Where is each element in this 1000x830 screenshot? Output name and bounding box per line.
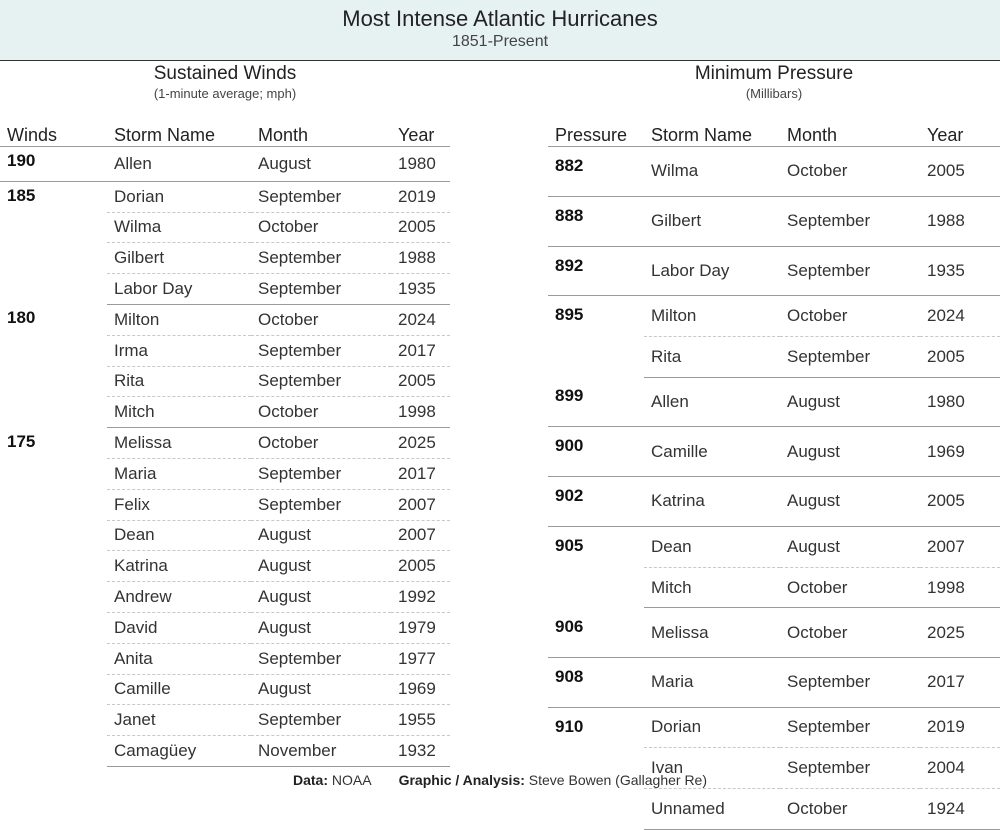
pressure-value: 882: [548, 147, 644, 197]
pressure-year: 2004: [920, 748, 1000, 789]
pressure-month: September: [780, 196, 920, 246]
pressure-storm-name: Melissa: [644, 608, 780, 657]
winds-month: September: [251, 705, 391, 736]
winds-storm-name: David: [107, 612, 251, 643]
winds-month: September: [251, 181, 391, 212]
pressure-month: October: [780, 567, 920, 608]
winds-year: 2017: [391, 335, 450, 366]
pressure-storm-name: Ivan: [644, 748, 780, 789]
pressure-year: 1980: [920, 377, 1000, 426]
winds-year: 1998: [391, 397, 450, 428]
winds-storm-name: Anita: [107, 643, 251, 674]
winds-month: August: [251, 582, 391, 613]
pressure-month: August: [780, 477, 920, 527]
pressure-year: 2024: [920, 296, 1000, 337]
pressure-value: 899: [548, 377, 644, 426]
winds-year: 2005: [391, 366, 450, 397]
pressure-storm-name: Allen: [644, 377, 780, 426]
pressure-storm-name: Camille: [644, 427, 780, 477]
pressure-year: 2017: [920, 657, 1000, 707]
credits: [0, 760, 1000, 800]
winds-month: August: [251, 147, 391, 182]
pressure-storm-name: Gilbert: [644, 196, 780, 246]
pressure-month: August: [780, 377, 920, 426]
pressure-storm-name: Katrina: [644, 477, 780, 527]
pressure-value: 902: [548, 477, 644, 527]
winds-row: [0, 147, 450, 182]
pressure-row: [548, 147, 1000, 197]
winds-section: [0, 62, 450, 761]
pressure-storm-name: Dean: [644, 526, 780, 567]
pressure-row: [548, 657, 1000, 707]
winds-month: September: [251, 274, 391, 305]
pressure-note: (Millibars): [745, 86, 803, 101]
pressure-title: Minimum Pressure: [694, 63, 854, 84]
pressure-month: September: [780, 748, 920, 789]
pressure-year: 1969: [920, 427, 1000, 477]
winds-row: [0, 428, 450, 459]
winds-storm-name: Dean: [107, 520, 251, 551]
pressure-year: 2005: [920, 337, 1000, 378]
winds-month: October: [251, 212, 391, 243]
winds-year: 1988: [391, 243, 450, 274]
pressure-month: August: [780, 526, 920, 567]
winds-month: August: [251, 674, 391, 705]
data-source-value: NOAA: [331, 772, 371, 788]
pressure-row: [548, 608, 1000, 657]
winds-year: 1969: [391, 674, 450, 705]
pressure-storm-name: Unnamed: [644, 789, 780, 830]
pressure-year: 1998: [920, 567, 1000, 608]
winds-storm-name: Felix: [107, 489, 251, 520]
pressure-year: 2025: [920, 608, 1000, 657]
winds-value: 190: [0, 147, 107, 182]
winds-year: 1979: [391, 612, 450, 643]
winds-storm-name: Rita: [107, 366, 251, 397]
winds-month: October: [251, 428, 391, 459]
winds-month: August: [251, 551, 391, 582]
winds-month: October: [251, 304, 391, 335]
pressure-value: 900: [548, 427, 644, 477]
winds-row: [0, 304, 450, 335]
winds-month: September: [251, 458, 391, 489]
winds-note: (1-minute average; mph): [153, 86, 297, 101]
pressure-year: 1988: [920, 196, 1000, 246]
winds-storm-name: Melissa: [107, 428, 251, 459]
winds-title: Sustained Winds: [153, 63, 297, 84]
winds-year: 2005: [391, 212, 450, 243]
pressure-table: [548, 120, 1000, 830]
winds-storm-name: Labor Day: [107, 274, 251, 305]
winds-month: August: [251, 612, 391, 643]
winds-year: 2017: [391, 458, 450, 489]
pressure-value: 905: [555, 535, 584, 555]
pressure-row: [548, 707, 1000, 748]
page-subtitle: 1851-Present: [451, 33, 549, 50]
winds-storm-name: Janet: [107, 705, 251, 736]
winds-col-storm: Storm Name: [114, 125, 216, 145]
pressure-col-storm: Storm Name: [651, 125, 753, 145]
pressure-col-pressure: Pressure: [555, 125, 628, 145]
winds-year: 2025: [391, 428, 450, 459]
winds-storm-name: Mitch: [107, 397, 251, 428]
pressure-month: October: [780, 147, 920, 197]
graphic-credit-label: Graphic / Analysis:: [398, 772, 525, 788]
pressure-month: October: [780, 789, 920, 830]
winds-month: September: [251, 366, 391, 397]
winds-col-month: Month: [258, 125, 309, 145]
winds-year: 1980: [391, 147, 450, 182]
pressure-month: September: [780, 337, 920, 378]
winds-table-body: [0, 147, 450, 767]
pressure-storm-name: Milton: [644, 296, 780, 337]
pressure-value: 908: [548, 657, 644, 707]
winds-storm-name: Maria: [107, 458, 251, 489]
winds-year: 1932: [391, 736, 450, 767]
data-source-label: Data:: [293, 772, 329, 788]
pressure-month: September: [780, 657, 920, 707]
pressure-row: [548, 377, 1000, 426]
winds-month: September: [251, 643, 391, 674]
winds-year: 1935: [391, 274, 450, 305]
page-title: Most Intense Atlantic Hurricanes: [342, 6, 658, 31]
pressure-value: 906: [548, 608, 644, 657]
winds-year: 2007: [391, 489, 450, 520]
pressure-row: [548, 296, 1000, 337]
pressure-col-year: Year: [927, 125, 964, 145]
pressure-month: October: [780, 608, 920, 657]
winds-col-winds: Winds: [7, 125, 58, 145]
winds-month: August: [251, 520, 391, 551]
pressure-storm-name: Maria: [644, 657, 780, 707]
winds-month: September: [251, 489, 391, 520]
pressure-row: [548, 526, 1000, 567]
graphic-credit-value: Steve Bowen (Gallagher Re): [528, 772, 707, 788]
pressure-row: [548, 246, 1000, 296]
pressure-month: September: [780, 707, 920, 748]
winds-month: November: [251, 736, 391, 767]
winds-value: 180: [7, 308, 36, 328]
winds-storm-name: Andrew: [107, 582, 251, 613]
winds-table: [0, 120, 450, 767]
winds-storm-name: Gilbert: [107, 243, 251, 274]
winds-header-row: [0, 120, 450, 147]
pressure-year: 2019: [920, 707, 1000, 748]
pressure-row: [548, 427, 1000, 477]
pressure-storm-name: Dorian: [644, 707, 780, 748]
winds-row: [0, 181, 450, 212]
title-banner: [0, 0, 1000, 61]
winds-month: September: [251, 243, 391, 274]
pressure-storm-name: Labor Day: [644, 246, 780, 296]
pressure-value: 895: [555, 305, 584, 325]
winds-storm-name: Dorian: [107, 181, 251, 212]
winds-year: 1992: [391, 582, 450, 613]
winds-storm-name: Camille: [107, 674, 251, 705]
winds-year: 1977: [391, 643, 450, 674]
winds-storm-name: Allen: [107, 147, 251, 182]
pressure-month: September: [780, 246, 920, 296]
winds-storm-name: Camagüey: [107, 736, 251, 767]
winds-month: October: [251, 397, 391, 428]
winds-col-year: Year: [398, 125, 435, 145]
winds-year: 2019: [391, 181, 450, 212]
winds-value: 185: [7, 185, 36, 205]
winds-year: 2024: [391, 304, 450, 335]
pressure-year: 1924: [920, 789, 1000, 830]
pressure-header-row: [548, 120, 1000, 147]
pressure-row: [548, 196, 1000, 246]
pressure-value: 892: [548, 246, 644, 296]
winds-storm-name: Katrina: [107, 551, 251, 582]
pressure-year: 2005: [920, 147, 1000, 197]
winds-value: 175: [7, 431, 36, 451]
pressure-table-body: [548, 147, 1000, 830]
pressure-storm-name: Rita: [644, 337, 780, 378]
winds-month: September: [251, 335, 391, 366]
pressure-value: 910: [555, 716, 584, 736]
pressure-col-month: Month: [787, 125, 838, 145]
winds-storm-name: Milton: [107, 304, 251, 335]
winds-year: 2007: [391, 520, 450, 551]
pressure-month: August: [780, 427, 920, 477]
pressure-year: 2005: [920, 477, 1000, 527]
pressure-row: [548, 477, 1000, 527]
pressure-year: 1935: [920, 246, 1000, 296]
pressure-storm-name: Mitch: [644, 567, 780, 608]
pressure-month: October: [780, 296, 920, 337]
winds-year: 1955: [391, 705, 450, 736]
winds-storm-name: Wilma: [107, 212, 251, 243]
winds-storm-name: Irma: [107, 335, 251, 366]
pressure-value: 888: [548, 196, 644, 246]
pressure-year: 2007: [920, 526, 1000, 567]
pressure-storm-name: Wilma: [644, 147, 780, 197]
winds-year: 2005: [391, 551, 450, 582]
